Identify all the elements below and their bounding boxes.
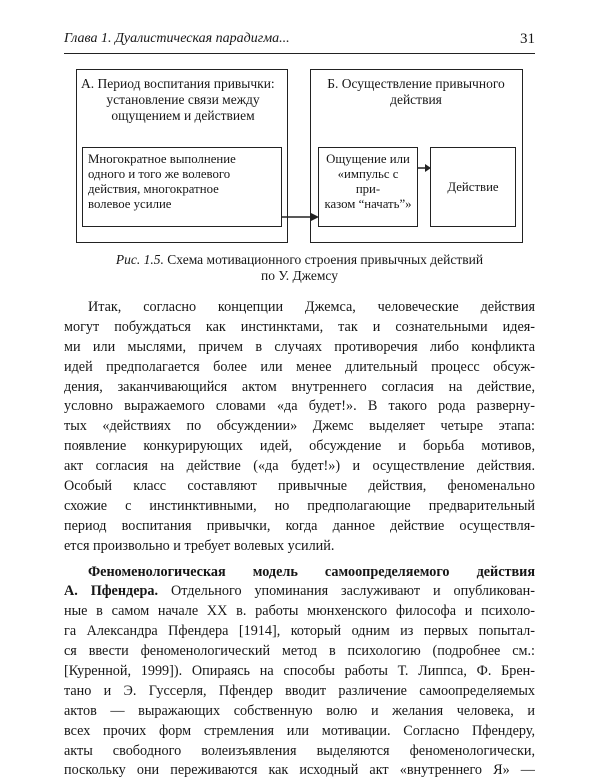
box-a-title-line: установление связи между [106, 92, 260, 107]
figure-diagram [76, 69, 524, 244]
text-line: ется произвольно и требует волевых усилий. [64, 537, 335, 554]
text-line: актов — выражающих собственную волю и желания человека, и [64, 702, 535, 719]
inner-b1-line: «импульс с при- [337, 167, 399, 196]
box-a-title [81, 76, 285, 124]
box-b-title-line: Б. Осуществление привычного [327, 76, 505, 91]
text-line: условно выражаемого словами «да будет!». В такого рода разверну- [64, 398, 535, 415]
text-line: всех прочих форм стремления или мотивации. Согласно Пфендеру, [64, 722, 535, 739]
text-line: ные в самом начале XX в. работы мюнхенского философа и психоло- [64, 603, 535, 620]
text-line [64, 582, 535, 602]
box-habit-execution [310, 69, 523, 243]
action-label: Действие [447, 179, 499, 194]
box-b-title [317, 76, 515, 108]
box-a-title-line: ощущением и действием [111, 108, 255, 123]
chapter-title: Глава 1. Дуалистическая парадигма... [64, 31, 290, 46]
body-text [64, 298, 535, 781]
section-heading-end: А. Пфендера. [64, 583, 159, 600]
inner-b1-line: казом “начать”» [324, 197, 412, 211]
repeated-action-box [82, 147, 282, 227]
text-line: схожие с инстинктивными, но предполагающие предварительный [64, 497, 535, 514]
text-line: Особый класс составляют привычные действия, феноменально [64, 478, 535, 495]
inner-a-line: одного и того же волевого [88, 167, 231, 181]
text-line: период воспитания привычки, когда данное действие осуществля- [64, 517, 535, 534]
caption-line-2: по У. Джемсу [261, 268, 338, 283]
text-line: акты свободного волеизъявления выделяются феноменологически, [64, 742, 535, 759]
text-line: акт согласия на действие («да будет!») и осуществление действия. [64, 458, 535, 475]
text-line: могут побуждаться как инстинктами, так и сознательными идея- [64, 318, 535, 335]
text-line-rest: Отдельного упоминания заслуживают и опубликован- [158, 583, 535, 600]
box-a-title-line: А. Период воспитания привычки: [81, 76, 275, 91]
box-b-title-line: действия [390, 92, 442, 107]
action-box [430, 147, 516, 227]
text-line: дения, заканчивающийся актом внутреннего согласия на действие, [64, 378, 535, 395]
figure-caption [64, 252, 535, 284]
page-number: 31 [520, 31, 535, 47]
inner-a-line: Многократное выполнение [88, 152, 236, 166]
text-line: идей предполагается более или менее длительный процесс обсуж- [64, 358, 535, 375]
inner-a-line: волевое усилие [88, 197, 172, 211]
text-line: тых «действиях по обсуждении» Джемс выделяет четыре этапа: [64, 418, 535, 435]
caption-text: Схема мотивационного строения привычных действий [163, 252, 484, 267]
running-header [64, 31, 535, 54]
text-line: [Куренной, 1999]). Опираясь на способы работы Т. Липпса, Ф. Брен- [64, 663, 535, 680]
figure-number: Рис. 1.5. [115, 252, 164, 267]
text-line: ми или мыслями, причем в случаях противоречия либо конфликта [64, 338, 535, 355]
text-line: Итак, согласно концепции Джемса, человеческие действия [88, 299, 535, 315]
box-habit-formation [76, 69, 288, 243]
inner-a-line: действия, многократное [88, 182, 219, 196]
inner-b1-line: Ощущение или [326, 152, 410, 166]
text-line: га Александра Пфендера [1914], который одним из первых попытал- [64, 623, 535, 640]
section-heading: Феноменологическая модель самоопределяемого действия [88, 563, 535, 580]
text-line: появление конкурирующих идей, обсуждение и борьба мотивов, [64, 438, 535, 455]
sensation-impulse-box [318, 147, 418, 227]
text-line: тано и Э. Гуссерля, Пфендер вводит различение самоопределяемых [64, 682, 535, 699]
text-line: ся ввести феноменологический метод в психологию (подробнее см.: [64, 643, 535, 660]
text-line: поскольку они переживаются как исходный акт «внутреннего Я» — [64, 762, 535, 779]
